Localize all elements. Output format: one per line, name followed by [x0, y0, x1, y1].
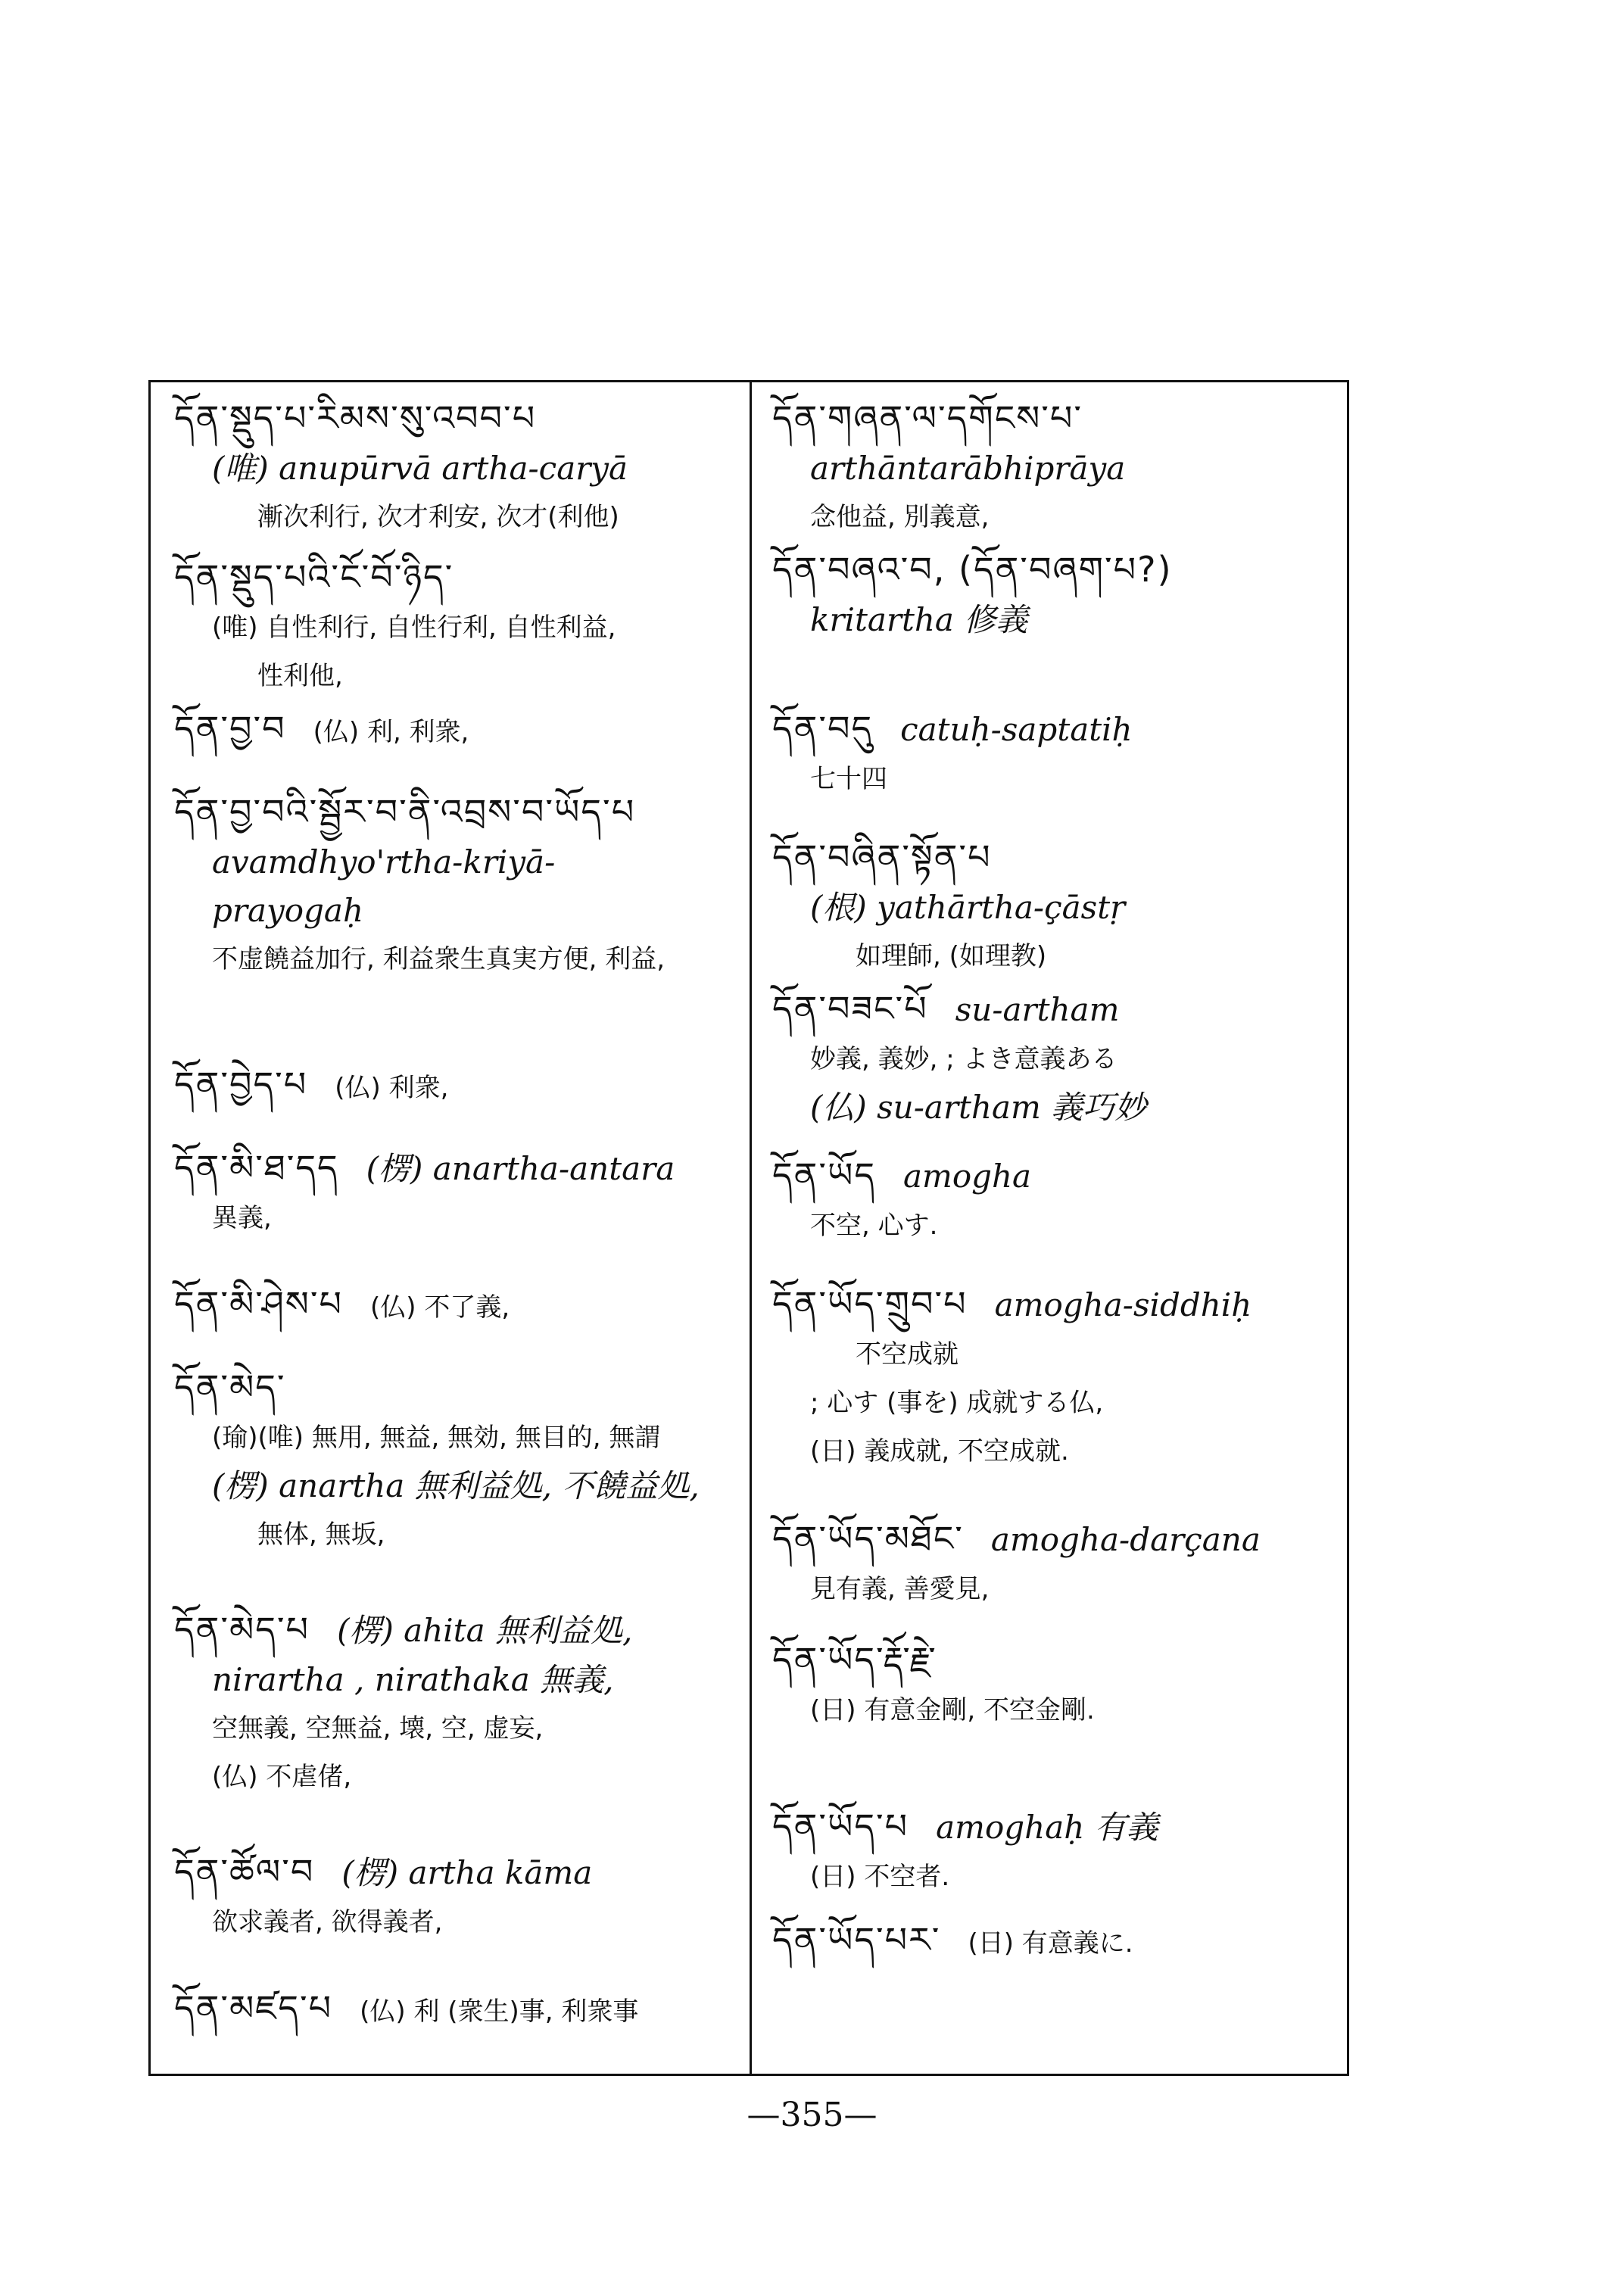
- headword-gloss: (楞) anartha-antara: [366, 1150, 675, 1187]
- tibetan-headword: དོན་སྡུད་པ་རིམས་སུ་འབབ་པ: [174, 397, 537, 438]
- entry-gloss-line: (仏) 不虐偖,: [212, 1762, 352, 1792]
- entry-headword-line: [174, 1279, 750, 1332]
- entry-headword-line: [174, 1060, 750, 1112]
- entry-headword-line: [174, 704, 750, 756]
- tibetan-headword: དོན་བདུ: [772, 708, 874, 749]
- entry-gloss-line: 不虚饒益加行, 利益衆生真実方便, 利益,: [212, 944, 665, 974]
- tibetan-headword: དོན་བྱ་བ: [174, 708, 286, 749]
- dictionary-entry: [772, 394, 1348, 541]
- headword-gloss: amogha-darçana: [990, 1521, 1261, 1558]
- entry-gloss-line: ; 心す (事を) 成就する仏,: [810, 1388, 1104, 1418]
- entry-gloss-line: (唯) 自性利行, 自性行利, 自性利益,: [212, 612, 616, 643]
- dictionary-entry: [174, 1279, 750, 1332]
- headword-gloss: amogha-siddhiḥ: [994, 1286, 1252, 1323]
- dictionary-entry: [174, 1363, 750, 1559]
- headword-gloss: amogha: [902, 1158, 1032, 1195]
- entry-gloss-line: 空無義, 空無益, 壊, 空, 虚妄,: [212, 1713, 544, 1744]
- entry-gloss-line: avamdhyo'rtha-kriyā-: [212, 843, 556, 881]
- entry-headword-line: [772, 1915, 1348, 1968]
- entry-headword-line: [174, 394, 750, 444]
- tibetan-headword: དོན་བྱ་བའི་སྦྱོར་བ་ནི་འབྲས་བ་ཡོད་པ: [174, 791, 636, 832]
- entry-headword-line: [772, 704, 1348, 755]
- entry-headword-line: [174, 1143, 750, 1194]
- tibetan-headword: དོན་ཡོད་མཐོང་: [772, 1518, 964, 1559]
- column-divider: [750, 380, 752, 2076]
- entry-gloss-line: 無体, 無坂,: [257, 1519, 385, 1550]
- headword-gloss: su-artham: [955, 991, 1120, 1028]
- entry-headword-line: [772, 1279, 1348, 1330]
- entry-headword-line: [174, 1363, 750, 1413]
- tibetan-headword: དོན་སྡུད་པའི་ངོ་བོ་ཉིད་: [174, 556, 454, 597]
- entry-gloss-line: 不空成就: [856, 1339, 959, 1370]
- entry-gloss-line: 異義,: [212, 1203, 272, 1233]
- tibetan-headword: དོན་བྱེད་པ: [174, 1064, 308, 1105]
- tibetan-headword: དོན་བཞའ་བ, (དོན་བཞག་པ?): [772, 549, 1173, 590]
- entry-headword-line: [772, 984, 1348, 1035]
- dictionary-entry: [174, 704, 750, 756]
- dictionary-entry: [772, 833, 1348, 980]
- entry-headword-line: [772, 1635, 1348, 1686]
- dictionary-entry: [772, 1279, 1348, 1476]
- dictionary-entry: [772, 1802, 1348, 1901]
- entry-gloss-line: (仏) su-artham 義巧妙: [810, 1089, 1147, 1126]
- dictionary-entry: [174, 394, 750, 541]
- tibetan-headword: དོན་མི་ཐ་དད: [174, 1147, 339, 1188]
- tibetan-headword: དོན་ཡོད: [772, 1155, 876, 1195]
- dictionary-entry: [174, 553, 750, 700]
- tibetan-headword: དོན་བཟང་པོ: [772, 988, 928, 1029]
- dictionary-entry: [772, 1915, 1348, 1968]
- entry-gloss-line: arthāntarābhiprāya: [810, 450, 1126, 487]
- entry-gloss-line: 見有義, 善愛見,: [810, 1574, 990, 1604]
- entry-headword-line: [174, 553, 750, 603]
- dictionary-entry: [772, 704, 1348, 803]
- entry-headword-line: [174, 1605, 750, 1656]
- entry-gloss-line: 欲求義者, 欲得義者,: [212, 1907, 443, 1937]
- entry-gloss-line: 漸次利行, 次才利安, 次才(利他): [257, 502, 619, 532]
- entry-gloss-line: 如理師, (如理教): [856, 941, 1047, 971]
- entry-gloss-line: prayogaḥ: [212, 892, 363, 929]
- entry-headword-line: [772, 1151, 1348, 1202]
- page-number: —355—: [747, 2096, 877, 2134]
- entry-headword-line: [174, 1984, 750, 2036]
- dictionary-entry: [174, 1143, 750, 1242]
- tibetan-headword: དོན་ཡོད་པར་: [772, 1919, 941, 1960]
- tibetan-headword: དོན་མཛད་པ: [174, 1987, 333, 2028]
- tibetan-headword: དོན་མེད་: [174, 1367, 286, 1407]
- dictionary-entry: [772, 1635, 1348, 1735]
- tibetan-headword: དོན་ཡོད་གྲུབ་པ: [772, 1283, 968, 1324]
- entry-gloss-line: 念他益, 別義意,: [810, 502, 990, 532]
- dictionary-entry: [772, 1514, 1348, 1613]
- entry-headword-line: [772, 394, 1348, 444]
- tibetan-headword: དོན་ཡོད་རྡོ་རྗེ་: [772, 1639, 937, 1680]
- entry-gloss-line: (日) 有意金剛, 不空金剛.: [810, 1695, 1095, 1725]
- headword-gloss: (楞) ahita 無利益処,: [337, 1612, 633, 1649]
- dictionary-entry: [174, 787, 750, 983]
- entry-gloss-line: 性利他,: [257, 661, 343, 691]
- entry-gloss-line: (日) 不空者.: [810, 1862, 950, 1892]
- entry-gloss-line: 七十四: [810, 764, 887, 794]
- tibetan-headword: དོན་མི་ཤེས་པ: [174, 1283, 343, 1324]
- dictionary-entry: [772, 984, 1348, 1132]
- entry-headword-line: [772, 833, 1348, 884]
- tibetan-headword: དོན་གཞན་ལ་དགོངས་པ་: [772, 397, 1083, 438]
- entry-gloss-line: (瑜)(唯) 無用, 無益, 無効, 無目的, 無謂: [212, 1423, 661, 1453]
- entry-gloss-line: (根) yathārtha-çāstṛ: [810, 889, 1126, 926]
- entry-headword-line: [772, 545, 1348, 596]
- entry-headword-line: [772, 1802, 1348, 1853]
- dictionary-entry: [772, 1151, 1348, 1250]
- entry-headword-line: [174, 787, 750, 838]
- headword-gloss: (仏) 利, 利衆,: [313, 717, 469, 747]
- headword-gloss: (日) 有意義に.: [968, 1928, 1133, 1959]
- headword-gloss: (仏) 利衆,: [335, 1073, 449, 1103]
- tibetan-headword: དོན་མེད་པ: [174, 1609, 310, 1650]
- tibetan-headword: དོན་ཡོད་པ: [772, 1806, 909, 1847]
- dictionary-entry: [174, 1984, 750, 2036]
- entry-gloss-line: 不空, 心す.: [810, 1211, 938, 1241]
- entry-gloss-line: (楞) anartha 無利益処, 不饒益処,: [212, 1467, 700, 1504]
- dictionary-entry: [174, 1847, 750, 1946]
- headword-gloss: (楞) artha kāma: [341, 1854, 593, 1891]
- entry-gloss-line: (唯) anupūrvā artha-caryā: [212, 450, 628, 487]
- tibetan-headword: དོན་ཚོལ་བ: [174, 1851, 315, 1892]
- headword-gloss: catuḥ-saptatiḥ: [900, 711, 1133, 748]
- dictionary-entry: [772, 545, 1348, 644]
- entry-headword-line: [772, 1514, 1348, 1565]
- entry-gloss-line: 妙義, 義妙, ; よき意義ある: [810, 1044, 1117, 1074]
- entry-gloss-line: kritartha 修義: [810, 601, 1028, 638]
- entry-gloss-line: nirartha , nirathaka 無義,: [212, 1661, 614, 1698]
- entry-headword-line: [174, 1847, 750, 1898]
- tibetan-headword: དོན་བཞིན་སྟོན་པ: [772, 837, 992, 877]
- headword-gloss: amoghaḥ 有義: [936, 1809, 1158, 1846]
- headword-gloss: (仏) 利 (衆生)事, 利衆事: [360, 1996, 639, 2027]
- dictionary-entry: [174, 1060, 750, 1112]
- dictionary-entry: [174, 1605, 750, 1801]
- entry-gloss-line: (日) 義成就, 不空成就.: [810, 1436, 1069, 1466]
- headword-gloss: (仏) 不了義,: [369, 1292, 510, 1323]
